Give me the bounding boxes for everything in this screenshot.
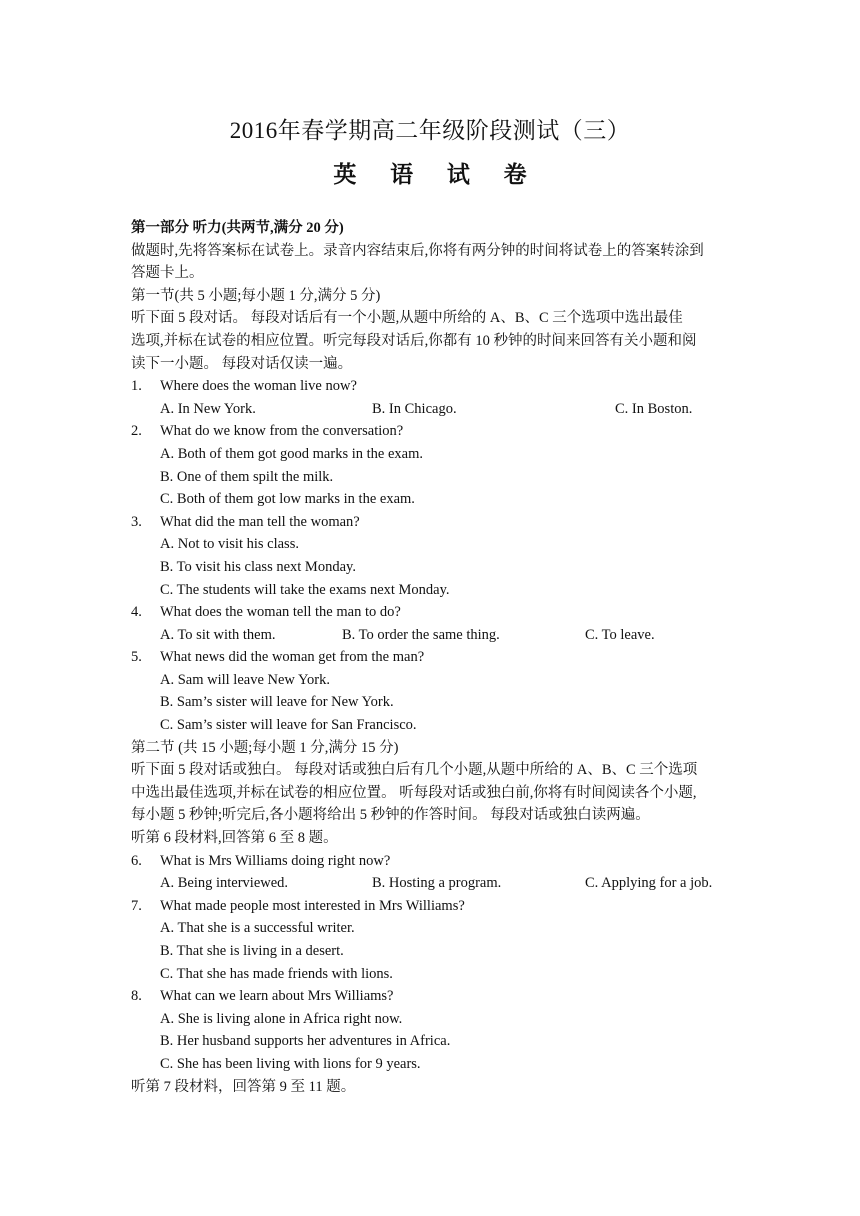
question-number: 3. bbox=[131, 513, 142, 530]
question-4 bbox=[131, 601, 731, 624]
question-text: What does the woman tell the man to do? bbox=[160, 604, 401, 621]
question-text: What is Mrs Williams doing right now? bbox=[160, 852, 391, 869]
section1-instruction: 听下面 5 段对话。 每段对话后有一个小题,从题中所给的 A、B、C 三个选项中选出最佳 bbox=[131, 310, 683, 327]
exam-content bbox=[131, 217, 731, 1098]
option-b: B. Sam’s sister will leave for New York. bbox=[160, 694, 394, 711]
option-a: A. Sam will leave New York. bbox=[160, 671, 330, 688]
question-text: What do we know from the conversation? bbox=[160, 423, 404, 440]
option-b: B. One of them spilt the milk. bbox=[160, 468, 334, 485]
option-b: B. That she is living in a desert. bbox=[160, 943, 344, 959]
material-6-intro: 听第 6 段材料,回答第 6 至 8 题。 bbox=[131, 830, 338, 847]
question-number: 4. bbox=[131, 604, 142, 621]
option-a: A. That she is a successful writer. bbox=[160, 920, 355, 937]
question-number: 6. bbox=[131, 852, 142, 869]
question-7 bbox=[131, 895, 731, 918]
section1-instruction: 读下一小题。 每段对话仅读一遍。 bbox=[131, 355, 353, 372]
option-a: A. Both of them got good marks in the exam. bbox=[160, 445, 423, 462]
option-a: A. In New York. bbox=[160, 400, 256, 417]
section1-instruction: 选项,并标在试卷的相应位置。听完每段对话后,你都有 10 秒钟的时间来回答有关小题和阅 bbox=[131, 332, 697, 349]
options-row-1 bbox=[131, 398, 731, 421]
section1-heading: 第一节(共 5 小题;每小题 1 分,满分 5 分) bbox=[131, 287, 381, 304]
options-row-4 bbox=[131, 624, 731, 647]
option-b: B. To order the same thing. bbox=[342, 626, 500, 643]
option-a: A. To sit with them. bbox=[160, 626, 276, 643]
option-c: C. Sam’s sister will leave for San Francisco. bbox=[160, 717, 417, 734]
option-a: A. Not to visit his class. bbox=[160, 536, 299, 553]
material-7-intro: 听第 7 段材料，回答第 9 至 11 题。 bbox=[131, 1078, 356, 1095]
question-2 bbox=[131, 420, 731, 443]
question-1 bbox=[131, 375, 731, 398]
option-b: B. In Chicago. bbox=[372, 400, 457, 417]
option-b: B. To visit his class next Monday. bbox=[160, 558, 356, 575]
options-row-6 bbox=[131, 872, 731, 895]
question-number: 8. bbox=[131, 988, 142, 1005]
part1-instruction: 做题时,先将答案标在试卷上。录音内容结束后,你将有两分钟的时间将试卷上的答案转涂到 bbox=[131, 242, 704, 259]
question-text: What made people most interested in Mrs Williams? bbox=[160, 897, 465, 914]
question-number: 7. bbox=[131, 897, 142, 914]
option-c: C. Applying for a job. bbox=[585, 875, 713, 892]
option-c: C. That she has made friends with lions. bbox=[160, 965, 393, 982]
question-number: 5. bbox=[131, 649, 142, 666]
option-a: A. She is living alone in Africa right now. bbox=[160, 1010, 403, 1027]
section2-instruction: 每小题 5 秒钟;听完后,各小题将给出 5 秒钟的作答时间。 每段对话或独白读两遍。 bbox=[131, 807, 650, 824]
question-text: What can we learn about Mrs Williams? bbox=[160, 988, 394, 1005]
question-3 bbox=[131, 511, 731, 534]
option-c: C. She has been living with lions for 9 years. bbox=[160, 1055, 421, 1072]
question-number: 2. bbox=[131, 423, 142, 440]
question-6 bbox=[131, 850, 731, 873]
section2-instruction: 中选出最佳选项,并标在试卷的相应位置。 听每段对话或独白前,你将有时间阅读各个小题, bbox=[131, 784, 697, 801]
question-text: What news did the woman get from the man? bbox=[160, 649, 425, 666]
part1-instruction: 答题卡上。 bbox=[131, 265, 204, 282]
option-b: B. Hosting a program. bbox=[372, 875, 502, 892]
option-a: A. Being interviewed. bbox=[160, 875, 289, 892]
section2-heading: 第二节 (共 15 小题;每小题 1 分,满分 15 分) bbox=[131, 739, 399, 756]
option-b: B. Her husband supports her adventures in Africa. bbox=[160, 1033, 451, 1050]
question-text: What did the man tell the woman? bbox=[160, 513, 360, 530]
option-c: C. In Boston. bbox=[615, 400, 693, 417]
question-8 bbox=[131, 985, 731, 1008]
section2-instruction: 听下面 5 段对话或独白。 每段对话或独白后有几个小题,从题中所给的 A、B、C 三个选项 bbox=[131, 762, 698, 779]
question-number: 1. bbox=[131, 378, 142, 395]
option-c: C. Both of them got low marks in the exam. bbox=[160, 491, 415, 508]
exam-title: 2016年春学期高二年级阶段测试（三） bbox=[229, 118, 631, 143]
exam-subtitle: 英 语 试 卷 bbox=[333, 162, 541, 187]
question-5 bbox=[131, 646, 731, 669]
option-c: C. To leave. bbox=[585, 626, 655, 643]
option-c: C. The students will take the exams next Monday. bbox=[160, 581, 450, 598]
question-text: Where does the woman live now? bbox=[160, 378, 357, 395]
part1-heading: 第一部分 听力(共两节,满分 20 分) bbox=[131, 220, 344, 236]
